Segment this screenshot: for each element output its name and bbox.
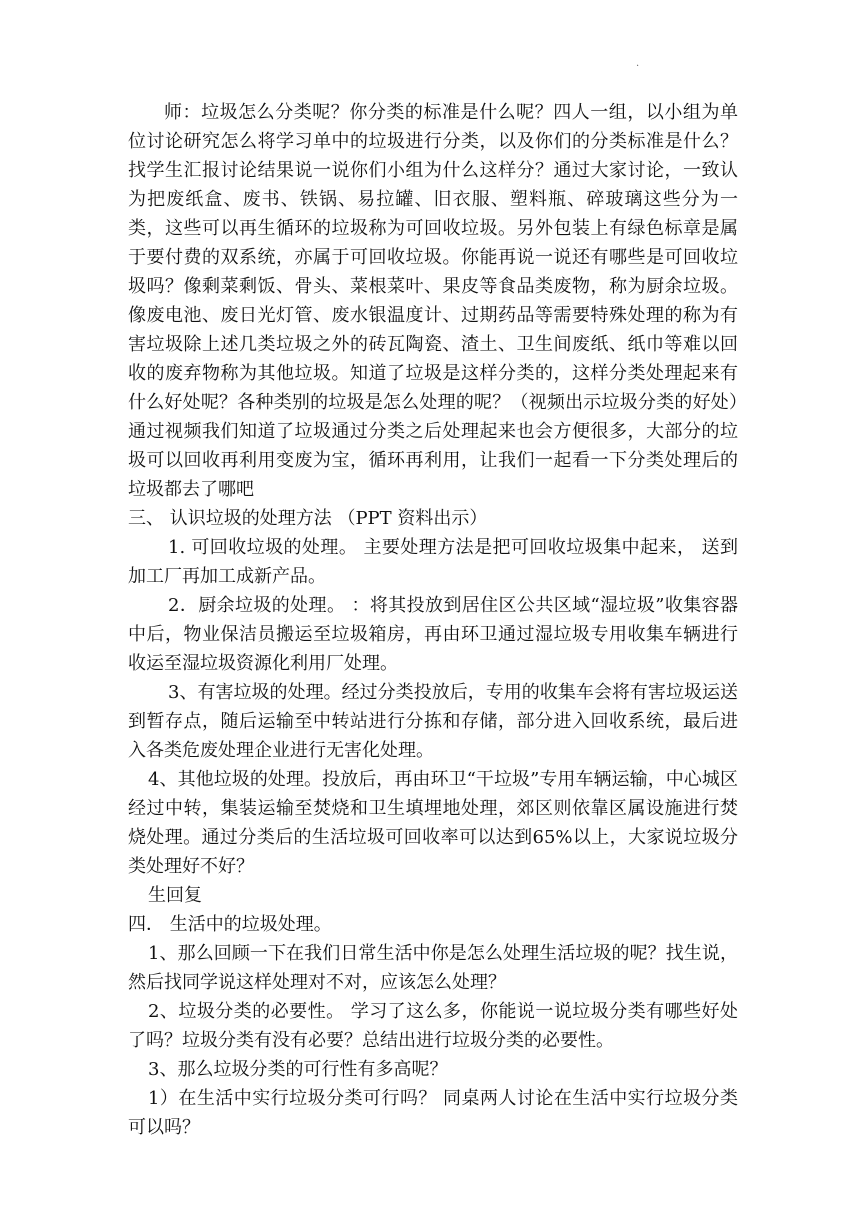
document-body: [128, 98, 738, 1142]
paragraph-kitchen-waste: 2．厨余垃圾的处理。 ：将其投放到居住区公共区域“湿垃圾”收集容器中后，物业保洁员搬运至垃圾箱房，再由环卫通过湿垃圾专用收集车辆进行收运至湿垃圾资源化利用厂处理。: [128, 595, 738, 674]
paragraph-student-reply: 生回复: [148, 885, 202, 906]
page-mark: .: [636, 58, 640, 69]
paragraph-necessity: 2、垃圾分类的必要性。 学习了这么多，你能说一说垃圾分类有哪些好处了吗？垃圾分类有没有必要？总结出进行垃圾分类的必要性。: [128, 1001, 738, 1051]
paragraph-feasibility: 3、那么垃圾分类的可行性有多高呢？: [148, 1059, 448, 1080]
section-heading-4: 四． 生活中的垃圾处理。: [128, 914, 332, 935]
section-heading-3: 三、 认识垃圾的处理方法 （PPT 资料出示）: [128, 508, 488, 529]
paragraph-teacher-discussion: 师：垃圾怎么分类呢？你分类的标准是什么呢？四人一组，以小组为单位讨论研究怎么将学习单中的垃圾进行分类，以及你们的分类标准是什么？找学生汇报讨论结果说一说你们小组为什么这样分？通过大家讨论，一致认为把废纸盒、废书、铁锅、易拉罐、旧衣服、塑料瓶、碎玻璃这些分为一类，这些可以再生循环的垃圾称为可回收垃圾。另外包装上有绿色标章是属于要付费的双系统，亦属于可回收垃圾。你能再说一说还有哪些是可回收垃圾吗？像剩菜剩饭、骨头、菜根菜叶、果皮等食品类废物，称为厨余垃圾。像废电池、废日光灯管、废水银温度计、过期药品等需要特殊处理的称为有害垃圾除上述几类垃圾之外的砖瓦陶瓷、渣土、卫生间废纸、纸巾等难以回收的废弃物称为其他垃圾。知道了垃圾是这样分类的，这样分类处理起来有什么好处呢？各种类别的垃圾是怎么处理的呢？（视频出示垃圾分类的好处）通过视频我们知道了垃圾通过分类之后处理起来也会方便很多，大部分的垃圾可以回收再利用变废为宝，循环再利用，让我们一起看一下分类处理后的垃圾都去了哪吧: [128, 102, 738, 500]
paragraph-other-waste: 4、其他垃圾的处理。投放后，再由环卫“干垃圾”专用车辆运输，中心城区经过中转，集装运输至焚烧和卫生填埋地处理，郊区则依靠区属设施进行焚烧处理。通过分类后的生活垃圾可回收率可以达到65%以上，大家说垃圾分类处理好不好？: [128, 769, 738, 877]
paragraph-review: 1、那么回顾一下在我们日常生活中你是怎么处理生活垃圾的呢？找生说，然后找同学说这样处理对不对，应该怎么处理？: [128, 943, 738, 993]
paragraph-recyclable: 1. 可回收垃圾的处理。 主要处理方法是把可回收垃圾集中起来， 送到加工厂再加工成新产品。: [128, 537, 738, 587]
paragraph-discussion: 1）在生活中实行垃圾分类可行吗？ 同桌两人讨论在生活中实行垃圾分类可以吗？: [128, 1088, 738, 1138]
paragraph-hazardous: 3、有害垃圾的处理。经过分类投放后，专用的收集车会将有害垃圾运送到暂存点，随后运输至中转站进行分拣和存储，部分进入回收系统，最后进入各类危废处理企业进行无害化处理。: [128, 682, 738, 761]
